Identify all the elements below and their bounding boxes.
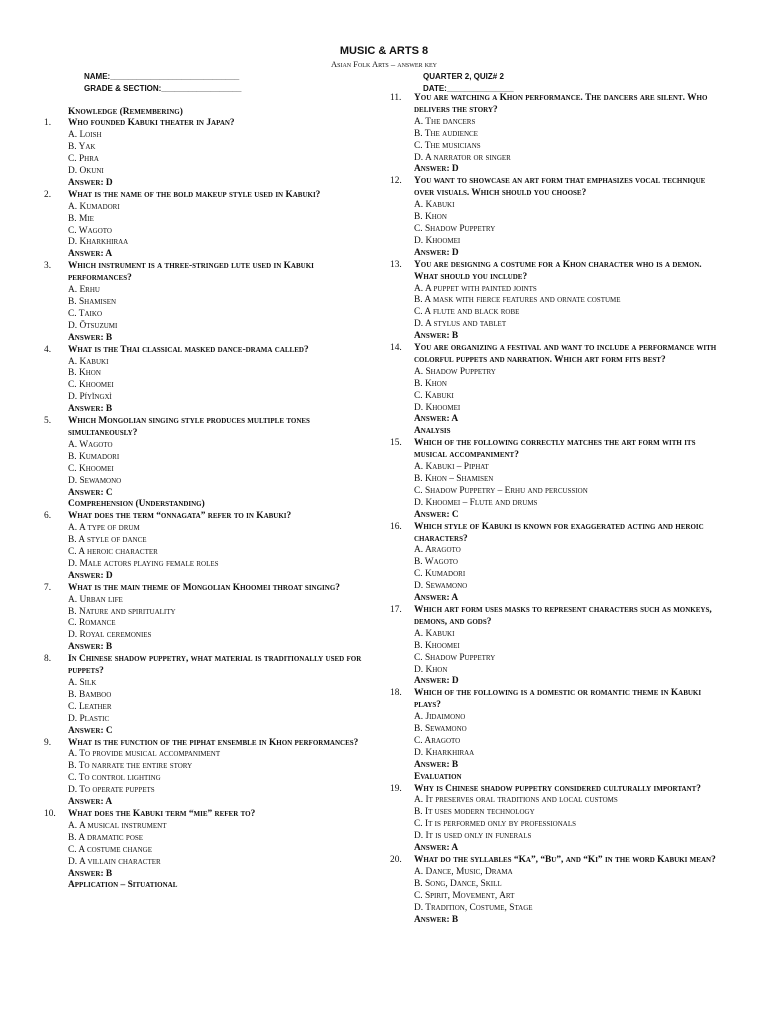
answer-key: Answer: A bbox=[68, 797, 113, 808]
question-text: You are watching a Khon performance. The dancers are silent. Who delivers the story? bbox=[414, 93, 708, 115]
question-item bbox=[44, 738, 374, 809]
answer-option: A. Dance, Music, Drama bbox=[414, 866, 513, 877]
question-number: 9. bbox=[44, 737, 52, 748]
right-question-column bbox=[390, 93, 720, 926]
answer-option: C. A heroic character bbox=[68, 547, 158, 558]
answer-option: D. Sewamono bbox=[68, 475, 122, 486]
question-text: What is the Thai classical masked dance-drama called? bbox=[68, 344, 309, 355]
question-text: You want to showcase an art form that emphasizes vocal technique over visuals. Which should you choose? bbox=[414, 176, 706, 199]
question-body bbox=[414, 343, 720, 426]
name-field: NAME:_____________________________ bbox=[84, 72, 240, 81]
answer-option: D. Royal ceremonies bbox=[68, 630, 152, 641]
answer-option: B. To narrate the entire story bbox=[68, 761, 193, 772]
answer-option: B. Mie bbox=[68, 213, 94, 224]
answer-key: Answer: C bbox=[68, 725, 113, 736]
answer-key: Answer: B bbox=[68, 642, 113, 653]
question-number: 11. bbox=[390, 93, 402, 103]
answer-option: D. Khoomei bbox=[414, 235, 461, 246]
question-body bbox=[414, 605, 720, 688]
answer-option: D. A narrator or singer bbox=[414, 152, 511, 163]
grade-section-field: GRADE & SECTION:__________________ bbox=[84, 84, 242, 93]
question-text: Which of the following correctly matches the art form with its musical accompaniment? bbox=[414, 438, 696, 461]
answer-option: B. Kumadori bbox=[68, 451, 120, 462]
answer-option: A. A puppet with painted joints bbox=[414, 283, 537, 294]
question-body bbox=[414, 93, 720, 176]
question-body bbox=[414, 855, 720, 926]
answer-option: D. It is used only in funerals bbox=[414, 831, 532, 842]
answer-option: C. The musicians bbox=[414, 140, 481, 151]
quarter-quiz-label: QUARTER 2, QUIZ# 2 bbox=[423, 72, 504, 81]
answer-option: B. A style of dance bbox=[68, 535, 147, 546]
question-number: 15. bbox=[390, 438, 402, 449]
question-number: 12. bbox=[390, 176, 402, 187]
answer-option: D. Kharkhiraa bbox=[414, 747, 475, 758]
answer-key: Answer: B bbox=[68, 868, 113, 879]
answer-option: B. Khon – Shamisen bbox=[414, 474, 494, 484]
question-text: What do the syllables “Ka”, “Bu”, and “Ki” in the word Kabuki mean? bbox=[414, 855, 716, 865]
answer-option: A. Wagoto bbox=[68, 439, 113, 450]
answer-key: Answer: A bbox=[414, 843, 459, 854]
question-item bbox=[44, 345, 374, 416]
question-number: 4. bbox=[44, 344, 52, 355]
answer-option: A. Kabuki bbox=[414, 200, 455, 211]
answer-option: D. Male actors playing female roles bbox=[68, 558, 219, 569]
answer-option: B. Khon bbox=[414, 212, 447, 223]
answer-option: C. A flute and black robe bbox=[414, 307, 520, 318]
answer-option: A. To provide musical accompaniment bbox=[68, 749, 221, 760]
answer-option: D. Ōtsuzumi bbox=[68, 320, 118, 331]
question-text: What is the name of the bold makeup style used in Kabuki? bbox=[68, 189, 321, 200]
answer-option: D. Plastic bbox=[68, 713, 110, 724]
question-text: Which Mongolian singing style produces multiple tones simultaneously? bbox=[68, 416, 310, 438]
answer-option: A. Loish bbox=[68, 130, 102, 141]
answer-option: A. Kabuki – Piphat bbox=[414, 462, 489, 473]
answer-option: D. Khoomei bbox=[414, 402, 461, 413]
question-text: What does the term “onnagata” refer to in Kabuki? bbox=[68, 511, 292, 522]
question-item bbox=[390, 438, 720, 521]
answer-option: A. Erhu bbox=[68, 285, 100, 296]
answer-option: A. The dancers bbox=[414, 116, 476, 127]
document-subtitle: Asian Folk Arts – answer key bbox=[330, 59, 438, 69]
answer-option: C. Shadow Puppetry bbox=[414, 652, 496, 663]
question-item bbox=[390, 93, 720, 176]
answer-option: D. A stylus and tablet bbox=[414, 319, 507, 330]
question-item bbox=[44, 190, 374, 261]
answer-option: B. Wagoto bbox=[414, 557, 458, 568]
answer-key: Answer: D bbox=[68, 570, 113, 581]
question-number: 1. bbox=[44, 118, 52, 129]
answer-option: C. Romance bbox=[68, 618, 116, 629]
left-question-column bbox=[44, 107, 374, 893]
answer-key: Answer: B bbox=[68, 332, 113, 343]
answer-key: Answer: D bbox=[414, 676, 459, 687]
question-item bbox=[390, 855, 720, 926]
answer-option: B. Song, Dance, Skill bbox=[414, 878, 502, 889]
question-item bbox=[44, 583, 374, 654]
answer-option: D. Khon bbox=[414, 664, 448, 675]
answer-option: A. Silk bbox=[68, 678, 97, 688]
answer-option: B. A mask with fierce features and ornate costume bbox=[414, 295, 621, 306]
question-body bbox=[414, 784, 720, 855]
answer-option: A. Aragoto bbox=[414, 545, 461, 556]
question-item bbox=[390, 784, 720, 855]
question-body bbox=[68, 809, 374, 880]
question-number: 8. bbox=[44, 654, 52, 665]
answer-option: C. Wagoto bbox=[68, 225, 112, 236]
question-text: Who founded Kabuki theater in Japan? bbox=[68, 118, 235, 129]
answer-option: C. It is performed only by professionals bbox=[414, 819, 576, 830]
question-text: What is the main theme of Mongolian Khoomei throat singing? bbox=[68, 582, 340, 593]
question-body bbox=[68, 416, 374, 499]
answer-option: D. Kharkhiraa bbox=[68, 237, 129, 248]
answer-option: C. A costume change bbox=[68, 844, 152, 855]
answer-option: B. Yak bbox=[68, 142, 96, 153]
question-number: 17. bbox=[390, 604, 402, 615]
answer-option: A. Shadow Puppetry bbox=[414, 366, 496, 377]
section-heading: Comprehension (Understanding) bbox=[68, 499, 205, 510]
answer-option: B. The audience bbox=[414, 128, 478, 139]
question-body bbox=[68, 345, 374, 416]
answer-option: A. A musical instrument bbox=[68, 820, 167, 831]
answer-option: B. Nature and spirituality bbox=[68, 606, 176, 617]
answer-option: C. Taiko bbox=[68, 308, 102, 319]
question-number: 13. bbox=[390, 259, 402, 270]
answer-key: Answer: B bbox=[414, 914, 459, 925]
section-heading: Analysis bbox=[414, 426, 451, 437]
question-body bbox=[414, 438, 720, 521]
question-item bbox=[44, 416, 374, 499]
answer-option: B. Sewamono bbox=[414, 724, 467, 735]
question-item bbox=[390, 260, 720, 343]
answer-key: Answer: A bbox=[68, 249, 113, 260]
answer-option: B. Bamboo bbox=[68, 689, 112, 700]
question-number: 3. bbox=[44, 261, 52, 272]
answer-option: C. To control lighting bbox=[68, 773, 161, 784]
question-body bbox=[68, 738, 374, 809]
answer-key: Answer: C bbox=[414, 509, 459, 520]
question-item bbox=[390, 176, 720, 259]
question-item bbox=[390, 605, 720, 688]
answer-key: Answer: C bbox=[68, 487, 113, 498]
section-heading: Evaluation bbox=[414, 771, 462, 782]
question-item bbox=[44, 511, 374, 582]
question-item bbox=[390, 522, 720, 605]
section-heading: Application – Situational bbox=[68, 880, 178, 891]
answer-key: Answer: D bbox=[68, 177, 113, 188]
answer-option: A. Kabuki bbox=[414, 628, 455, 639]
answer-option: C. Spirit, Movement, Art bbox=[414, 890, 515, 901]
question-number: 5. bbox=[44, 416, 52, 427]
answer-option: A. Kabuki bbox=[68, 356, 109, 367]
question-text: In Chinese shadow puppetry, what material is traditionally used for puppets? bbox=[68, 654, 362, 677]
answer-option: A. It preserves oral traditions and local customs bbox=[414, 795, 618, 806]
answer-option: B. Shamisen bbox=[68, 297, 117, 307]
answer-option: C. Leather bbox=[68, 701, 112, 712]
question-number: 7. bbox=[44, 582, 52, 593]
section-heading: Knowledge (Remembering) bbox=[68, 106, 183, 117]
answer-option: D. Khoomei – Flute and drums bbox=[414, 497, 538, 508]
question-body bbox=[68, 261, 374, 344]
answer-option: D. A villain character bbox=[68, 856, 161, 867]
answer-key: Answer: D bbox=[414, 247, 459, 258]
answer-key: Answer: A bbox=[414, 414, 459, 425]
question-number: 16. bbox=[390, 521, 402, 532]
answer-option: D. Tradition, Costume, Stage bbox=[414, 902, 533, 913]
question-body bbox=[414, 688, 720, 771]
answer-option: C. Shadow Puppetry – Erhu and percussion bbox=[414, 485, 588, 496]
question-item bbox=[44, 809, 374, 880]
question-item bbox=[44, 261, 374, 344]
question-body bbox=[68, 583, 374, 654]
question-text: Which of the following is a domestic or romantic theme in Kabuki plays? bbox=[414, 688, 702, 711]
answer-key: Answer: D bbox=[414, 164, 459, 175]
answer-option: C. Kabuki bbox=[414, 390, 454, 401]
answer-option: A. Jidaimono bbox=[414, 712, 466, 723]
answer-option: B. Khon bbox=[68, 368, 101, 379]
answer-option: D. Píyǐngxì bbox=[68, 392, 112, 403]
answer-key: Answer: B bbox=[414, 331, 459, 342]
question-text: Which instrument is a three-stringed lute used in Kabuki performances? bbox=[68, 261, 314, 284]
question-item bbox=[390, 343, 720, 426]
date-field: DATE:_______________ bbox=[423, 84, 514, 93]
question-item bbox=[44, 118, 374, 189]
answer-option: A. A type of drum bbox=[68, 523, 140, 534]
answer-option: B. Khon bbox=[414, 378, 447, 389]
answer-option: C. Phra bbox=[68, 154, 99, 165]
question-body bbox=[414, 260, 720, 343]
answer-option: C. Shadow Puppetry bbox=[414, 223, 496, 234]
question-text: Why is Chinese shadow puppetry considered culturally important? bbox=[414, 783, 701, 794]
question-text: You are designing a costume for a Khon character who is a demon. What should you include? bbox=[414, 259, 702, 282]
question-body bbox=[68, 511, 374, 582]
question-text: You are organizing a festival and want to include a performance with colorful puppets and narration. Which art form fits best? bbox=[414, 343, 717, 365]
answer-option: D. Sewamono bbox=[414, 581, 468, 592]
question-body bbox=[414, 522, 720, 605]
question-text: What does the Kabuki term “mie” refer to? bbox=[68, 808, 256, 819]
answer-option: C. Khoomei bbox=[68, 380, 114, 391]
question-number: 14. bbox=[390, 343, 402, 354]
answer-option: B. Khoomei bbox=[414, 640, 460, 651]
answer-key: Answer: A bbox=[414, 593, 459, 604]
question-number: 20. bbox=[390, 855, 402, 865]
question-number: 19. bbox=[390, 783, 402, 794]
question-number: 18. bbox=[390, 688, 402, 699]
answer-key: Answer: B bbox=[68, 404, 113, 415]
question-body bbox=[68, 654, 374, 737]
question-number: 10. bbox=[44, 808, 56, 819]
answer-option: A. Kumadori bbox=[68, 201, 120, 212]
question-text: What is the function of the piphat ensemble in Khon performances? bbox=[68, 737, 359, 748]
document-title: MUSIC & ARTS 8 bbox=[339, 45, 429, 57]
answer-option: B. It uses modern technology bbox=[414, 807, 535, 818]
question-text: Which style of Kabuki is known for exaggerated acting and heroic characters? bbox=[414, 521, 704, 544]
answer-option: D. Okuni bbox=[68, 166, 104, 177]
question-text: Which art form uses masks to represent characters such as monkeys, demons, and gods? bbox=[414, 604, 712, 627]
question-item bbox=[44, 654, 374, 737]
answer-option: C. Khoomei bbox=[68, 463, 114, 474]
question-number: 2. bbox=[44, 189, 52, 200]
answer-option: C. Aragoto bbox=[414, 735, 461, 746]
answer-option: D. To operate puppets bbox=[68, 785, 155, 796]
answer-option: A. Urban life bbox=[68, 594, 123, 605]
question-body bbox=[68, 190, 374, 261]
question-item bbox=[390, 688, 720, 771]
question-body bbox=[68, 118, 374, 189]
question-number: 6. bbox=[44, 511, 52, 522]
answer-key: Answer: B bbox=[414, 759, 459, 770]
question-body bbox=[414, 176, 720, 259]
answer-option: C. Kumadori bbox=[414, 569, 466, 580]
answer-option: B. A dramatic pose bbox=[68, 832, 144, 843]
